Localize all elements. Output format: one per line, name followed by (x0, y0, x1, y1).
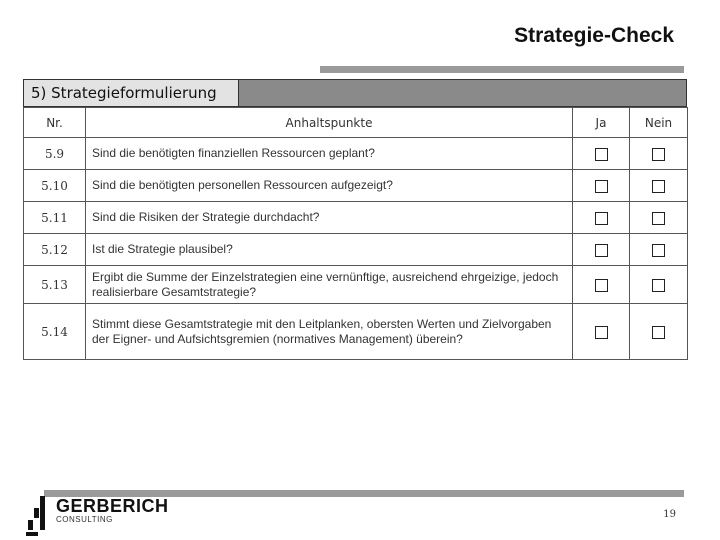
nein-checkbox[interactable] (652, 212, 665, 225)
ja-checkbox[interactable] (595, 212, 608, 225)
nein-checkbox[interactable] (652, 326, 665, 339)
title-divider (320, 66, 684, 73)
table-row (24, 170, 688, 202)
ja-checkbox[interactable] (595, 148, 608, 161)
ja-checkbox[interactable] (595, 326, 608, 339)
nein-checkbox[interactable] (652, 180, 665, 193)
header-anhaltspunkte: Anhaltspunkte (86, 108, 573, 138)
table-row (24, 138, 688, 170)
table-row (24, 266, 688, 304)
gerberich-logo-icon (26, 494, 52, 536)
table-header-row (24, 108, 688, 138)
row-number: 5.14 (24, 304, 86, 360)
row-number: 5.13 (24, 266, 86, 304)
row-question: Sind die Risiken der Strategie durchdacht? (86, 202, 573, 234)
section-title: 5) Strategieformulierung (23, 79, 239, 107)
nein-checkbox[interactable] (652, 244, 665, 257)
row-number: 5.11 (24, 202, 86, 234)
ja-checkbox[interactable] (595, 180, 608, 193)
row-question: Ergibt die Summe der Einzelstrategien eine vernünftige, ausreichend ehrgeizige, jedoch realisierbare Gesamtstrategie? (86, 266, 573, 304)
row-number: 5.10 (24, 170, 86, 202)
logo-subtitle: CONSULTING (56, 515, 113, 524)
row-question: Sind die benötigten finanziellen Ressourcen geplant? (86, 138, 573, 170)
nein-checkbox[interactable] (652, 148, 665, 161)
row-number: 5.12 (24, 234, 86, 266)
checklist-table (23, 107, 688, 360)
ja-checkbox[interactable] (595, 279, 608, 292)
row-question: Sind die benötigten personellen Ressourcen aufgezeigt? (86, 170, 573, 202)
row-number: 5.9 (24, 138, 86, 170)
header-nein: Nein (630, 108, 688, 138)
nein-checkbox[interactable] (652, 279, 665, 292)
ja-checkbox[interactable] (595, 244, 608, 257)
header-ja: Ja (573, 108, 630, 138)
row-question: Ist die Strategie plausibel? (86, 234, 573, 266)
row-question: Stimmt diese Gesamtstrategie mit den Leitplanken, obersten Werten und Zielvorgaben der Eigner- und Aufsichtsgremien (normatives Management) überein? (86, 304, 573, 360)
slide-title: Strategie-Check (514, 24, 674, 47)
logo-name: GERBERICH (56, 496, 169, 516)
header-nr: Nr. (24, 108, 86, 138)
table-row (24, 234, 688, 266)
page-number: 19 (663, 509, 676, 520)
table-row (24, 304, 688, 360)
table-row (24, 202, 688, 234)
